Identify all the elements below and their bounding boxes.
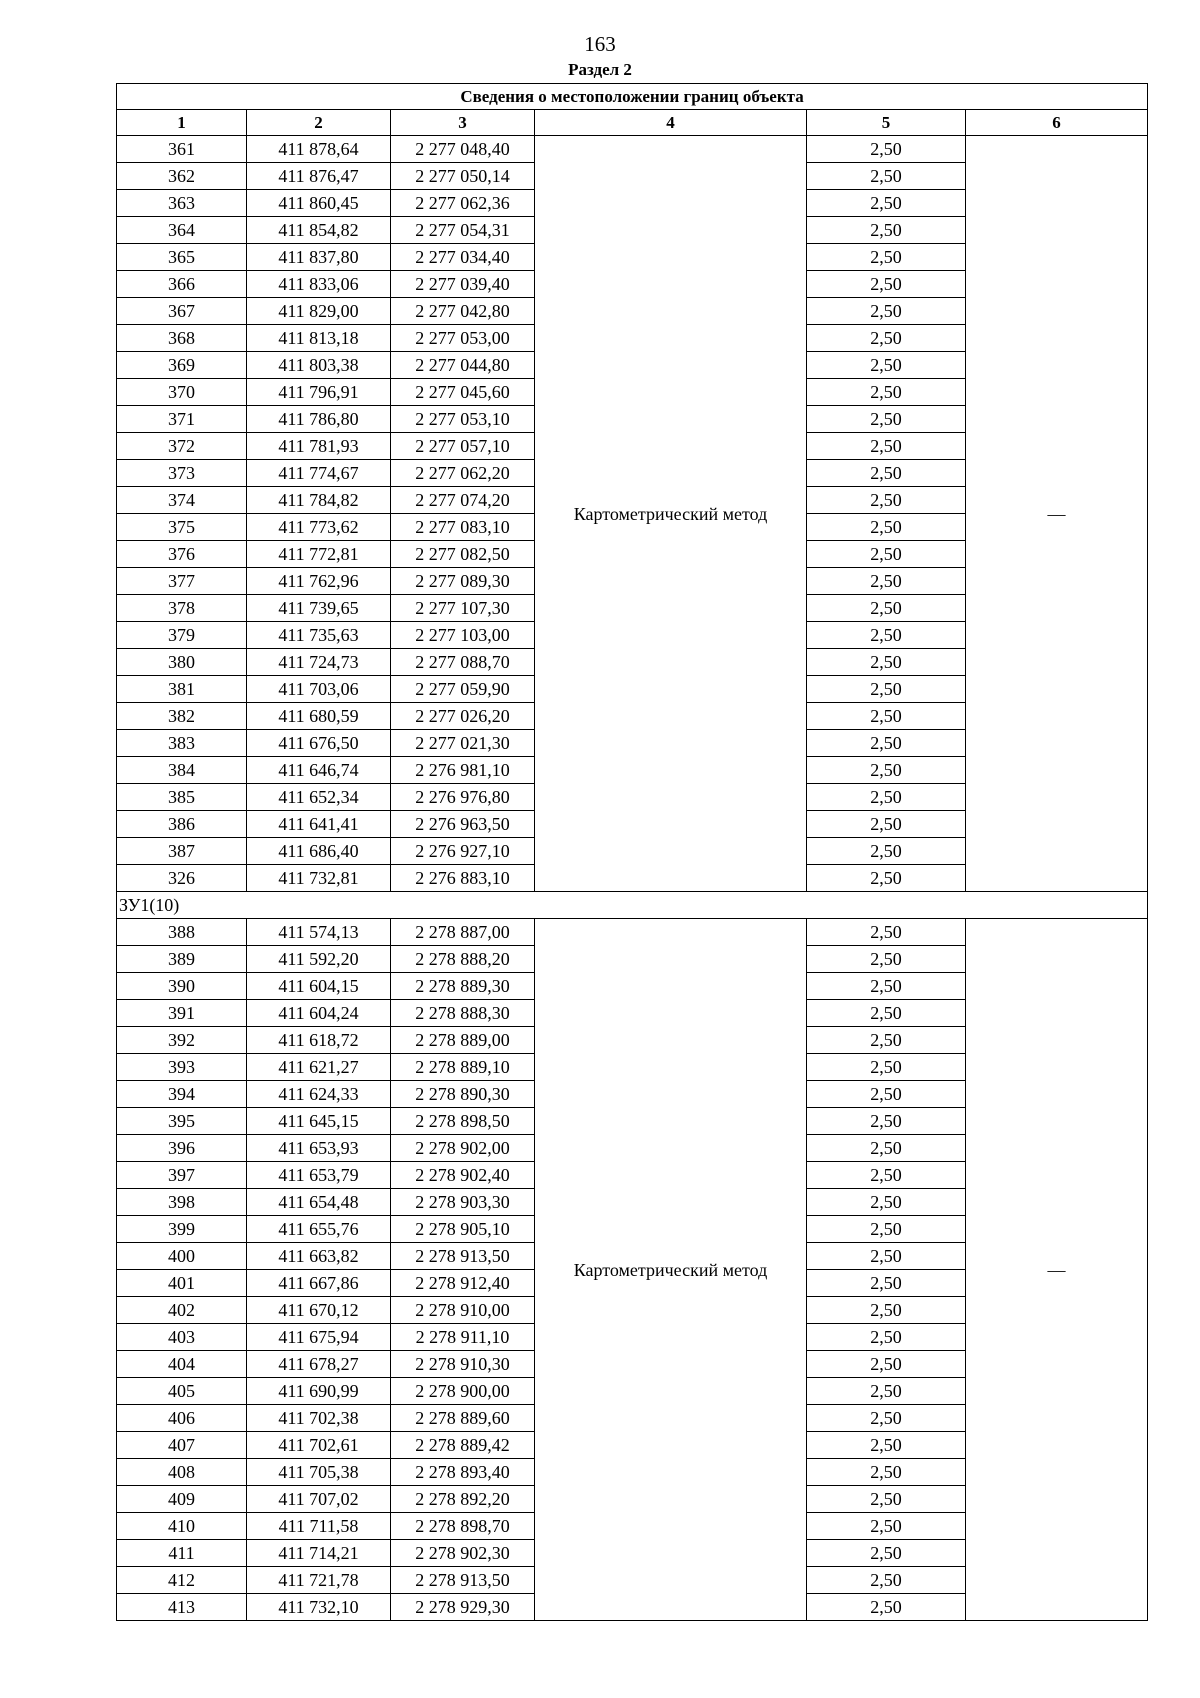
coord-x-cell: 411 686,40 [247, 838, 391, 865]
column-header: 3 [391, 110, 535, 136]
accuracy-cell: 2,50 [807, 1270, 966, 1297]
accuracy-cell: 2,50 [807, 1162, 966, 1189]
column-header: 6 [966, 110, 1148, 136]
point-number-cell: 404 [117, 1351, 247, 1378]
column-6-cell: — [966, 919, 1148, 1621]
coord-x-cell: 411 878,64 [247, 136, 391, 163]
coord-y-cell: 2 278 912,40 [391, 1270, 535, 1297]
coord-y-cell: 2 277 039,40 [391, 271, 535, 298]
coord-x-cell: 411 735,63 [247, 622, 391, 649]
point-number-cell: 406 [117, 1405, 247, 1432]
accuracy-cell: 2,50 [807, 1135, 966, 1162]
column-6-cell: — [966, 136, 1148, 892]
accuracy-cell: 2,50 [807, 136, 966, 163]
table-body [117, 136, 1148, 1621]
point-number-cell: 381 [117, 676, 247, 703]
coord-x-cell: 411 654,48 [247, 1189, 391, 1216]
coord-y-cell: 2 277 062,20 [391, 460, 535, 487]
accuracy-cell: 2,50 [807, 190, 966, 217]
coord-x-cell: 411 652,34 [247, 784, 391, 811]
accuracy-cell: 2,50 [807, 460, 966, 487]
accuracy-cell: 2,50 [807, 1108, 966, 1135]
coord-y-cell: 2 276 963,50 [391, 811, 535, 838]
coord-y-cell: 2 277 042,80 [391, 298, 535, 325]
accuracy-cell: 2,50 [807, 1054, 966, 1081]
coord-x-cell: 411 670,12 [247, 1297, 391, 1324]
coord-x-cell: 411 732,10 [247, 1594, 391, 1621]
accuracy-cell: 2,50 [807, 649, 966, 676]
accuracy-cell: 2,50 [807, 811, 966, 838]
coord-y-cell: 2 278 889,42 [391, 1432, 535, 1459]
accuracy-cell: 2,50 [807, 1243, 966, 1270]
coord-x-cell: 411 641,41 [247, 811, 391, 838]
coord-x-cell: 411 837,80 [247, 244, 391, 271]
coord-y-cell: 2 277 057,10 [391, 433, 535, 460]
accuracy-cell: 2,50 [807, 1567, 966, 1594]
coord-y-cell: 2 278 887,00 [391, 919, 535, 946]
accuracy-cell: 2,50 [807, 676, 966, 703]
table-row [117, 919, 1148, 946]
coord-x-cell: 411 803,38 [247, 352, 391, 379]
accuracy-cell: 2,50 [807, 244, 966, 271]
coord-x-cell: 411 621,27 [247, 1054, 391, 1081]
accuracy-cell: 2,50 [807, 1378, 966, 1405]
coord-y-cell: 2 278 913,50 [391, 1243, 535, 1270]
point-number-cell: 398 [117, 1189, 247, 1216]
point-number-cell: 361 [117, 136, 247, 163]
coord-x-cell: 411 604,24 [247, 1000, 391, 1027]
accuracy-cell: 2,50 [807, 622, 966, 649]
coord-y-cell: 2 278 889,00 [391, 1027, 535, 1054]
coord-x-cell: 411 796,91 [247, 379, 391, 406]
point-number-cell: 391 [117, 1000, 247, 1027]
point-number-cell: 402 [117, 1297, 247, 1324]
accuracy-cell: 2,50 [807, 1081, 966, 1108]
accuracy-cell: 2,50 [807, 217, 966, 244]
point-number-cell: 395 [117, 1108, 247, 1135]
accuracy-cell: 2,50 [807, 595, 966, 622]
coord-x-cell: 411 829,00 [247, 298, 391, 325]
accuracy-cell: 2,50 [807, 541, 966, 568]
point-number-cell: 377 [117, 568, 247, 595]
column-header: 5 [807, 110, 966, 136]
coord-y-cell: 2 278 898,70 [391, 1513, 535, 1540]
coord-y-cell: 2 277 021,30 [391, 730, 535, 757]
coord-x-cell: 411 774,67 [247, 460, 391, 487]
accuracy-cell: 2,50 [807, 730, 966, 757]
accuracy-cell: 2,50 [807, 946, 966, 973]
coord-x-cell: 411 675,94 [247, 1324, 391, 1351]
coord-x-cell: 411 762,96 [247, 568, 391, 595]
coord-y-cell: 2 278 910,30 [391, 1351, 535, 1378]
point-number-cell: 387 [117, 838, 247, 865]
section-title: Раздел 2 [568, 60, 632, 79]
coord-y-cell: 2 277 045,60 [391, 379, 535, 406]
coord-x-cell: 411 574,13 [247, 919, 391, 946]
accuracy-cell: 2,50 [807, 433, 966, 460]
coord-y-cell: 2 278 929,30 [391, 1594, 535, 1621]
coord-x-cell: 411 773,62 [247, 514, 391, 541]
coord-y-cell: 2 278 898,50 [391, 1108, 535, 1135]
coord-x-cell: 411 604,15 [247, 973, 391, 1000]
accuracy-cell: 2,50 [807, 325, 966, 352]
coord-y-cell: 2 278 900,00 [391, 1378, 535, 1405]
coord-y-cell: 2 278 905,10 [391, 1216, 535, 1243]
coord-x-cell: 411 702,38 [247, 1405, 391, 1432]
coord-y-cell: 2 277 107,30 [391, 595, 535, 622]
point-number-cell: 380 [117, 649, 247, 676]
point-number-cell: 408 [117, 1459, 247, 1486]
coord-y-cell: 2 278 889,30 [391, 973, 535, 1000]
coord-y-cell: 2 276 981,10 [391, 757, 535, 784]
coord-x-cell: 411 876,47 [247, 163, 391, 190]
accuracy-cell: 2,50 [807, 1432, 966, 1459]
coord-x-cell: 411 624,33 [247, 1081, 391, 1108]
point-number-cell: 372 [117, 433, 247, 460]
coord-y-cell: 2 277 050,14 [391, 163, 535, 190]
accuracy-cell: 2,50 [807, 1405, 966, 1432]
coord-y-cell: 2 278 902,30 [391, 1540, 535, 1567]
point-number-cell: 401 [117, 1270, 247, 1297]
method-cell: Картометрический метод [535, 919, 807, 1621]
point-number-cell: 378 [117, 595, 247, 622]
accuracy-cell: 2,50 [807, 1027, 966, 1054]
coord-y-cell: 2 277 026,20 [391, 703, 535, 730]
accuracy-cell: 2,50 [807, 1297, 966, 1324]
point-number-cell: 411 [117, 1540, 247, 1567]
coord-y-cell: 2 277 074,20 [391, 487, 535, 514]
coord-x-cell: 411 667,86 [247, 1270, 391, 1297]
point-number-cell: 389 [117, 946, 247, 973]
accuracy-cell: 2,50 [807, 1000, 966, 1027]
point-number-cell: 379 [117, 622, 247, 649]
point-number-cell: 383 [117, 730, 247, 757]
accuracy-cell: 2,50 [807, 406, 966, 433]
point-number-cell: 403 [117, 1324, 247, 1351]
point-number-cell: 394 [117, 1081, 247, 1108]
point-number-cell: 367 [117, 298, 247, 325]
point-number-cell: 375 [117, 514, 247, 541]
accuracy-cell: 2,50 [807, 784, 966, 811]
method-cell: Картометрический метод [535, 136, 807, 892]
point-number-cell: 366 [117, 271, 247, 298]
coord-x-cell: 411 653,93 [247, 1135, 391, 1162]
coord-y-cell: 2 278 888,20 [391, 946, 535, 973]
point-number-cell: 369 [117, 352, 247, 379]
coord-y-cell: 2 276 976,80 [391, 784, 535, 811]
coord-y-cell: 2 278 902,00 [391, 1135, 535, 1162]
point-number-cell: 390 [117, 973, 247, 1000]
table-title: Сведения о местоположении границ объекта [117, 84, 1148, 110]
point-number-cell: 373 [117, 460, 247, 487]
coord-y-cell: 2 278 892,20 [391, 1486, 535, 1513]
coord-y-cell: 2 277 054,31 [391, 217, 535, 244]
point-number-cell: 382 [117, 703, 247, 730]
coord-y-cell: 2 277 089,30 [391, 568, 535, 595]
point-number-cell: 413 [117, 1594, 247, 1621]
coord-y-cell: 2 278 893,40 [391, 1459, 535, 1486]
coord-x-cell: 411 732,81 [247, 865, 391, 892]
point-number-cell: 368 [117, 325, 247, 352]
accuracy-cell: 2,50 [807, 919, 966, 946]
coord-y-cell: 2 278 902,40 [391, 1162, 535, 1189]
point-number-cell: 364 [117, 217, 247, 244]
point-number-cell: 365 [117, 244, 247, 271]
column-header: 1 [117, 110, 247, 136]
coord-y-cell: 2 277 053,10 [391, 406, 535, 433]
coord-y-cell: 2 276 883,10 [391, 865, 535, 892]
coord-x-cell: 411 676,50 [247, 730, 391, 757]
accuracy-cell: 2,50 [807, 838, 966, 865]
coord-y-cell: 2 278 911,10 [391, 1324, 535, 1351]
accuracy-cell: 2,50 [807, 1351, 966, 1378]
point-number-cell: 392 [117, 1027, 247, 1054]
point-number-cell: 399 [117, 1216, 247, 1243]
accuracy-cell: 2,50 [807, 1189, 966, 1216]
accuracy-cell: 2,50 [807, 487, 966, 514]
column-header: 2 [247, 110, 391, 136]
coord-y-cell: 2 277 048,40 [391, 136, 535, 163]
coord-y-cell: 2 277 088,70 [391, 649, 535, 676]
coord-x-cell: 411 714,21 [247, 1540, 391, 1567]
coord-y-cell: 2 278 910,00 [391, 1297, 535, 1324]
point-number-cell: 371 [117, 406, 247, 433]
point-number-cell: 388 [117, 919, 247, 946]
coord-y-cell: 2 278 889,10 [391, 1054, 535, 1081]
point-number-cell: 385 [117, 784, 247, 811]
coord-x-cell: 411 721,78 [247, 1567, 391, 1594]
coord-y-cell: 2 278 903,30 [391, 1189, 535, 1216]
accuracy-cell: 2,50 [807, 271, 966, 298]
accuracy-cell: 2,50 [807, 163, 966, 190]
accuracy-cell: 2,50 [807, 298, 966, 325]
coord-y-cell: 2 277 083,10 [391, 514, 535, 541]
point-number-cell: 400 [117, 1243, 247, 1270]
coord-y-cell: 2 277 059,90 [391, 676, 535, 703]
point-number-cell: 393 [117, 1054, 247, 1081]
accuracy-cell: 2,50 [807, 514, 966, 541]
accuracy-cell: 2,50 [807, 352, 966, 379]
coord-x-cell: 411 813,18 [247, 325, 391, 352]
accuracy-cell: 2,50 [807, 1594, 966, 1621]
point-number-cell: 410 [117, 1513, 247, 1540]
coord-y-cell: 2 277 082,50 [391, 541, 535, 568]
point-number-cell: 397 [117, 1162, 247, 1189]
coord-x-cell: 411 786,80 [247, 406, 391, 433]
coord-x-cell: 411 678,27 [247, 1351, 391, 1378]
coord-y-cell: 2 277 034,40 [391, 244, 535, 271]
group-header-row [117, 892, 1148, 919]
coord-x-cell: 411 705,38 [247, 1459, 391, 1486]
coord-x-cell: 411 655,76 [247, 1216, 391, 1243]
coord-y-cell: 2 277 103,00 [391, 622, 535, 649]
coord-x-cell: 411 833,06 [247, 271, 391, 298]
coord-x-cell: 411 860,45 [247, 190, 391, 217]
coord-x-cell: 411 645,15 [247, 1108, 391, 1135]
page-number: 163 [584, 32, 616, 56]
accuracy-cell: 2,50 [807, 865, 966, 892]
point-number-cell: 409 [117, 1486, 247, 1513]
accuracy-cell: 2,50 [807, 1540, 966, 1567]
coordinates-table [116, 83, 1148, 1621]
accuracy-cell: 2,50 [807, 1513, 966, 1540]
coord-x-cell: 411 711,58 [247, 1513, 391, 1540]
coord-y-cell: 2 276 927,10 [391, 838, 535, 865]
coord-x-cell: 411 646,74 [247, 757, 391, 784]
coord-y-cell: 2 278 913,50 [391, 1567, 535, 1594]
accuracy-cell: 2,50 [807, 1216, 966, 1243]
coord-y-cell: 2 277 062,36 [391, 190, 535, 217]
coord-y-cell: 2 278 889,60 [391, 1405, 535, 1432]
coord-y-cell: 2 278 888,30 [391, 1000, 535, 1027]
coord-x-cell: 411 680,59 [247, 703, 391, 730]
column-header: 4 [535, 110, 807, 136]
point-number-cell: 362 [117, 163, 247, 190]
accuracy-cell: 2,50 [807, 757, 966, 784]
coord-x-cell: 411 592,20 [247, 946, 391, 973]
coord-x-cell: 411 784,82 [247, 487, 391, 514]
point-number-cell: 326 [117, 865, 247, 892]
point-number-cell: 412 [117, 1567, 247, 1594]
point-number-cell: 405 [117, 1378, 247, 1405]
coord-x-cell: 411 702,61 [247, 1432, 391, 1459]
point-number-cell: 386 [117, 811, 247, 838]
column-header-row [117, 110, 1148, 136]
coord-x-cell: 411 707,02 [247, 1486, 391, 1513]
coord-x-cell: 411 663,82 [247, 1243, 391, 1270]
coord-x-cell: 411 703,06 [247, 676, 391, 703]
accuracy-cell: 2,50 [807, 703, 966, 730]
table-row [117, 136, 1148, 163]
coord-x-cell: 411 739,65 [247, 595, 391, 622]
coord-x-cell: 411 724,73 [247, 649, 391, 676]
coord-x-cell: 411 854,82 [247, 217, 391, 244]
point-number-cell: 396 [117, 1135, 247, 1162]
coord-y-cell: 2 278 890,30 [391, 1081, 535, 1108]
accuracy-cell: 2,50 [807, 1459, 966, 1486]
group-label: ЗУ1(10) [117, 892, 1148, 919]
point-number-cell: 384 [117, 757, 247, 784]
coord-y-cell: 2 277 044,80 [391, 352, 535, 379]
coord-y-cell: 2 277 053,00 [391, 325, 535, 352]
accuracy-cell: 2,50 [807, 973, 966, 1000]
accuracy-cell: 2,50 [807, 1324, 966, 1351]
coord-x-cell: 411 690,99 [247, 1378, 391, 1405]
point-number-cell: 374 [117, 487, 247, 514]
accuracy-cell: 2,50 [807, 379, 966, 406]
accuracy-cell: 2,50 [807, 1486, 966, 1513]
coord-x-cell: 411 618,72 [247, 1027, 391, 1054]
point-number-cell: 407 [117, 1432, 247, 1459]
point-number-cell: 363 [117, 190, 247, 217]
point-number-cell: 376 [117, 541, 247, 568]
point-number-cell: 370 [117, 379, 247, 406]
coord-x-cell: 411 653,79 [247, 1162, 391, 1189]
accuracy-cell: 2,50 [807, 568, 966, 595]
coord-x-cell: 411 781,93 [247, 433, 391, 460]
coord-x-cell: 411 772,81 [247, 541, 391, 568]
